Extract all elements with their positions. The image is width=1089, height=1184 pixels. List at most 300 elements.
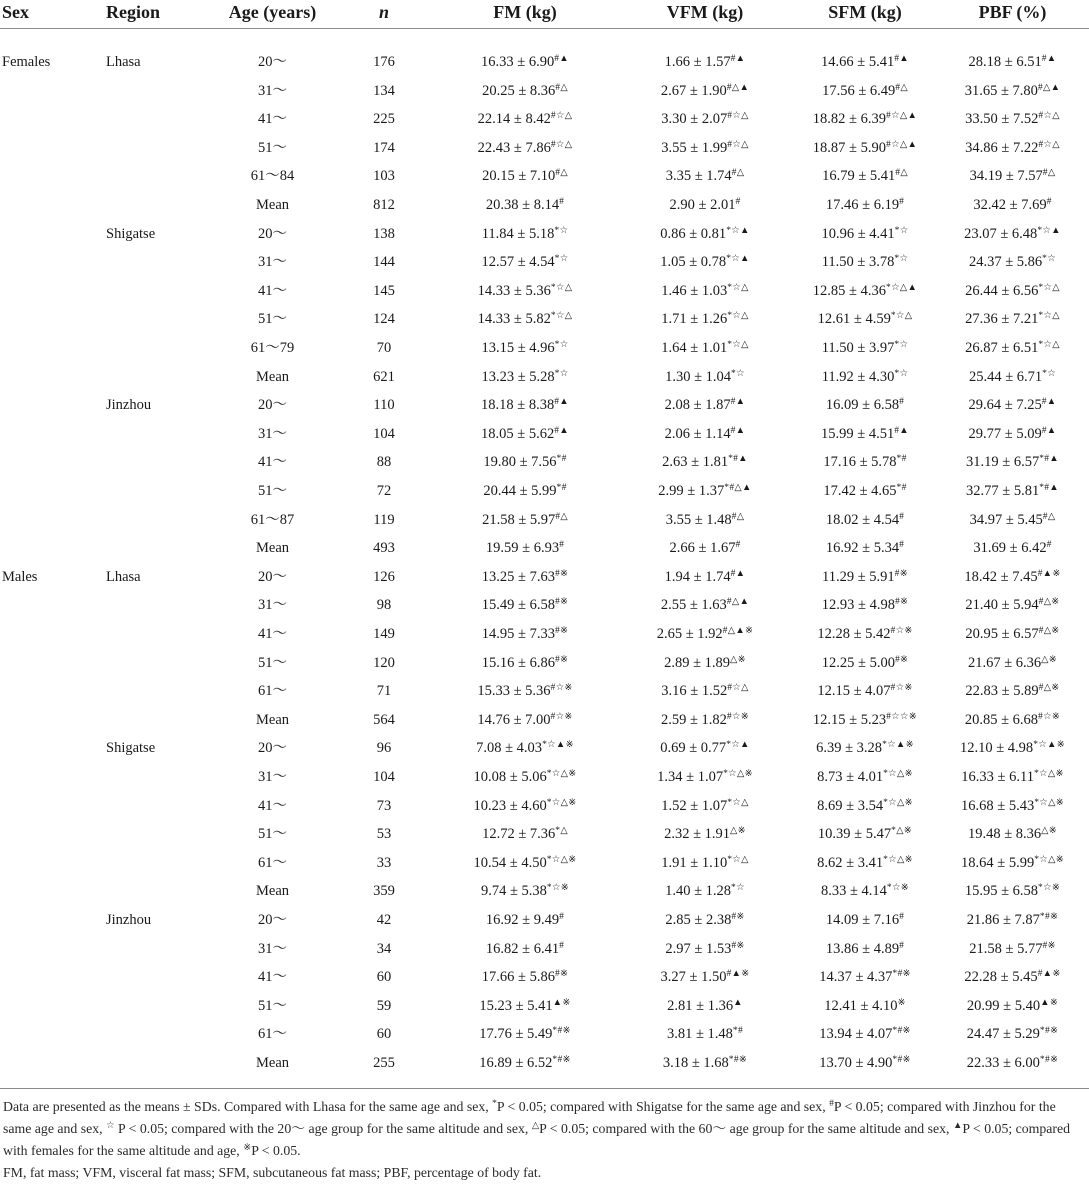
significance-marks: # bbox=[899, 397, 905, 408]
cell-pbf bbox=[940, 906, 1085, 934]
significance-marks: *☆※ bbox=[546, 883, 570, 894]
significance-marks: #▲ bbox=[894, 425, 909, 436]
cell-vfm bbox=[620, 992, 790, 1020]
table-row bbox=[0, 563, 1089, 591]
cell-value: 0.69 ± 0.77 bbox=[660, 740, 727, 757]
significance-marks: *☆▲ bbox=[726, 225, 750, 236]
footnote-text: P < 0.05; compared with the 20～ age group for the same altitude and sex, bbox=[114, 1120, 532, 1136]
cell-vfm bbox=[620, 334, 790, 362]
significance-marks: *#※ bbox=[552, 1026, 571, 1037]
cell-value: 29.64 ± 7.25 bbox=[968, 397, 1042, 414]
table-row bbox=[0, 792, 1089, 820]
cell-pbf bbox=[940, 963, 1085, 991]
cell-value: 13.25 ± 7.63 bbox=[481, 568, 555, 585]
cell-value: 11.29 ± 5.91 bbox=[822, 568, 895, 585]
cell-n bbox=[350, 935, 418, 963]
cell-value: 24.47 ± 5.29 bbox=[966, 1026, 1040, 1043]
cell-fm bbox=[430, 506, 620, 534]
cell-value: 7.08 ± 4.03 bbox=[476, 740, 543, 757]
significance-marks: #※ bbox=[554, 626, 569, 636]
cell-pbf bbox=[940, 734, 1085, 762]
table-row bbox=[0, 391, 1089, 419]
cell-sfm bbox=[780, 734, 950, 762]
cell-pbf bbox=[940, 849, 1085, 877]
cell-n bbox=[350, 677, 418, 705]
footnote-text: P < 0.05; compared with females for the same altitude and age, bbox=[3, 1120, 1071, 1158]
cell-age bbox=[210, 248, 335, 276]
cell-n bbox=[350, 77, 418, 105]
cell-value: 621 bbox=[373, 368, 395, 385]
significance-marks: # bbox=[899, 511, 905, 522]
cell-fm bbox=[430, 105, 620, 133]
cell-value: 11.84 ± 5.18 bbox=[481, 225, 555, 242]
cell-value: 0.86 ± 0.81 bbox=[660, 225, 727, 242]
significance-marks: *# bbox=[732, 1026, 744, 1037]
cell-value: 96 bbox=[376, 740, 392, 757]
cell-age bbox=[210, 820, 335, 848]
cell-pbf bbox=[940, 649, 1085, 677]
cell-value: 12.10 ± 4.98 bbox=[959, 740, 1034, 757]
significance-marks: #☆△ bbox=[727, 139, 749, 150]
footnote-text: P < 0.05; compared with Jinzhou for the same age and sex, bbox=[3, 1098, 1056, 1136]
significance-marks: *☆ bbox=[554, 225, 569, 236]
significance-marks: #☆△▲ bbox=[886, 111, 918, 122]
cell-fm bbox=[430, 477, 620, 505]
cell-value: 1.91 ± 1.10 bbox=[661, 854, 728, 871]
table-row bbox=[0, 620, 1089, 648]
cell-value: 1.94 ± 1.74 bbox=[664, 568, 731, 585]
cell-pbf bbox=[940, 792, 1085, 820]
cell-value: 225 bbox=[373, 111, 395, 128]
significance-marks: ▲※ bbox=[1040, 997, 1059, 1008]
cell-value: 34.19 ± 7.57 bbox=[969, 168, 1043, 185]
header-vfm: VFM (kg) bbox=[666, 2, 744, 22]
cell-value: 41～ bbox=[258, 454, 287, 471]
cell-fm bbox=[430, 992, 620, 1020]
significance-marks: #☆※ bbox=[550, 683, 573, 694]
cell-vfm bbox=[620, 563, 790, 591]
significance-marks: △※ bbox=[730, 826, 746, 837]
cell-fm bbox=[430, 134, 620, 162]
cell-value: 60 bbox=[376, 1026, 392, 1043]
cell-value: 34.86 ± 7.22 bbox=[965, 139, 1039, 156]
table-header-row bbox=[0, 0, 1089, 29]
cell-fm bbox=[430, 277, 620, 305]
cell-age bbox=[210, 305, 335, 333]
significance-marks: *#※ bbox=[1039, 912, 1059, 922]
footnote-symbol: # bbox=[829, 1098, 834, 1109]
cell-vfm bbox=[620, 448, 790, 476]
table-row bbox=[0, 448, 1089, 476]
significance-marks: # bbox=[899, 940, 905, 951]
significance-marks: #▲※ bbox=[726, 969, 750, 980]
significance-marks: *☆△ bbox=[727, 282, 749, 293]
significance-marks: #☆△ bbox=[1038, 111, 1060, 122]
significance-marks: #△※ bbox=[1038, 626, 1060, 636]
cell-value: 23.07 ± 6.48 bbox=[964, 225, 1038, 242]
cell-value: 59 bbox=[376, 997, 392, 1014]
table-footnote bbox=[3, 1096, 1087, 1184]
cell-n bbox=[350, 820, 418, 848]
cell-fm bbox=[430, 420, 620, 448]
significance-marks: *☆△※ bbox=[546, 854, 577, 865]
table-row bbox=[0, 849, 1089, 877]
cell-value: 12.28 ± 5.42 bbox=[817, 626, 891, 642]
significance-marks: #※ bbox=[554, 654, 569, 665]
cell-value: 14.33 ± 5.36 bbox=[477, 282, 551, 299]
cell-age bbox=[210, 706, 335, 734]
significance-marks: *#△▲ bbox=[724, 483, 752, 493]
cell-fm bbox=[430, 963, 620, 991]
cell-value: 61～84 bbox=[250, 168, 295, 185]
cell-value: 20.44 ± 5.99 bbox=[483, 483, 557, 499]
cell-vfm bbox=[620, 134, 790, 162]
cell-n bbox=[350, 506, 418, 534]
cell-pbf bbox=[940, 391, 1085, 419]
cell-value: 2.06 ± 1.14 bbox=[664, 425, 731, 442]
cell-value: 14.37 ± 4.37 bbox=[819, 969, 893, 986]
cell-n bbox=[350, 105, 418, 133]
cell-sfm bbox=[780, 191, 950, 219]
cell-value: 31～ bbox=[258, 940, 287, 957]
cell-n bbox=[350, 963, 418, 991]
significance-marks: △※ bbox=[730, 654, 746, 665]
significance-marks: *☆ bbox=[1042, 254, 1057, 265]
significance-marks: # bbox=[899, 197, 905, 207]
table-row bbox=[0, 649, 1089, 677]
significance-marks: *# bbox=[896, 483, 907, 493]
cell-value: 2.66 ± 1.67 bbox=[669, 540, 736, 557]
significance-marks: *☆△※ bbox=[883, 769, 913, 779]
table-row bbox=[0, 420, 1089, 448]
table-row bbox=[0, 820, 1089, 848]
cell-value: 12.85 ± 4.36 bbox=[812, 282, 887, 299]
cell-age bbox=[210, 477, 335, 505]
cell-sfm bbox=[780, 77, 950, 105]
cell-value: 138 bbox=[373, 225, 395, 242]
cell-vfm bbox=[620, 534, 790, 562]
cell-value: Mean bbox=[255, 883, 289, 900]
cell-vfm bbox=[620, 649, 790, 677]
cell-value: 31.69 ± 6.42 bbox=[973, 540, 1047, 557]
cell-value: 1.46 ± 1.03 bbox=[661, 282, 728, 299]
significance-marks: # bbox=[735, 197, 741, 207]
significance-marks: *#※ bbox=[1039, 1055, 1059, 1065]
significance-marks: *☆※ bbox=[1038, 883, 1061, 894]
cell-value: 26.87 ± 6.51 bbox=[965, 340, 1039, 356]
cell-age bbox=[210, 105, 335, 133]
cell-pbf bbox=[940, 591, 1085, 619]
cell-sfm bbox=[780, 134, 950, 162]
cell-pbf bbox=[940, 1020, 1085, 1048]
cell-value: 8.33 ± 4.14 bbox=[820, 883, 887, 900]
cell-n bbox=[350, 649, 418, 677]
cell-value: 1.34 ± 1.07 bbox=[657, 769, 724, 785]
cell-region bbox=[106, 563, 141, 591]
footnote-text: P < 0.05; compared with Shigatse for the same age and sex, bbox=[496, 1098, 830, 1114]
cell-value: 8.73 ± 4.01 bbox=[817, 769, 884, 785]
header-sex: Sex bbox=[2, 2, 29, 22]
header-fm: FM (kg) bbox=[493, 2, 557, 22]
significance-marks: *☆△※ bbox=[1034, 854, 1064, 865]
significance-marks: #☆※ bbox=[1038, 711, 1061, 722]
cell-value: 17.42 ± 4.65 bbox=[823, 483, 897, 499]
table-row bbox=[0, 277, 1089, 305]
cell-fm bbox=[430, 191, 620, 219]
cell-value: Mean bbox=[255, 540, 289, 557]
cell-value: 22.43 ± 7.86 bbox=[477, 139, 551, 156]
cell-n bbox=[350, 363, 418, 391]
significance-marks: # bbox=[559, 540, 565, 551]
cell-value: 21.67 ± 6.36 bbox=[967, 654, 1042, 671]
significance-marks: #△※ bbox=[1038, 597, 1060, 608]
cell-value: 1.30 ± 1.04 bbox=[665, 368, 732, 385]
cell-n bbox=[350, 248, 418, 276]
cell-value: 176 bbox=[373, 54, 395, 70]
cell-value: 16.33 ± 6.11 bbox=[961, 769, 1034, 785]
cell-value: 2.99 ± 1.37 bbox=[658, 483, 725, 499]
cell-vfm bbox=[620, 363, 790, 391]
cell-value: Lhasa bbox=[106, 54, 141, 70]
cell-value: 19.80 ± 7.56 bbox=[483, 454, 557, 471]
significance-marks: # bbox=[559, 197, 565, 207]
cell-n bbox=[350, 162, 418, 190]
cell-age bbox=[210, 134, 335, 162]
cell-value: 22.14 ± 8.42 bbox=[477, 111, 551, 128]
cell-value: 51～ bbox=[258, 997, 287, 1014]
significance-marks: *☆ bbox=[731, 368, 745, 379]
cell-value: 13.86 ± 4.89 bbox=[825, 940, 900, 957]
significance-marks: *☆△ bbox=[550, 282, 573, 293]
cell-age bbox=[210, 1020, 335, 1048]
cell-value: 22.28 ± 5.45 bbox=[964, 969, 1038, 986]
cell-n bbox=[350, 420, 418, 448]
cell-value: 1.52 ± 1.07 bbox=[661, 797, 728, 814]
significance-marks: #※ bbox=[554, 969, 569, 980]
cell-age bbox=[210, 591, 335, 619]
significance-marks: *☆△※ bbox=[723, 769, 753, 779]
cell-age bbox=[210, 763, 335, 791]
cell-sfm bbox=[780, 992, 950, 1020]
cell-fm bbox=[430, 734, 620, 762]
cell-age bbox=[210, 792, 335, 820]
significance-marks: *☆△ bbox=[550, 311, 573, 322]
cell-value: 11.92 ± 4.30 bbox=[821, 368, 895, 385]
significance-marks: #△ bbox=[1042, 511, 1056, 522]
cell-value: 17.56 ± 6.49 bbox=[822, 82, 896, 99]
significance-marks: *☆▲※ bbox=[542, 740, 574, 751]
cell-value: 2.81 ± 1.36 bbox=[667, 997, 734, 1014]
cell-value: 144 bbox=[373, 254, 395, 271]
significance-marks: *#※ bbox=[892, 1026, 911, 1037]
significance-marks: *☆△ bbox=[1038, 311, 1060, 322]
cell-age bbox=[210, 506, 335, 534]
cell-value: 15.49 ± 6.58 bbox=[481, 597, 555, 614]
cell-value: 2.55 ± 1.63 bbox=[660, 597, 727, 614]
cell-value: 41～ bbox=[258, 969, 287, 986]
significance-marks: #☆☆※ bbox=[886, 711, 918, 722]
cell-pbf bbox=[940, 277, 1085, 305]
cell-fm bbox=[430, 563, 620, 591]
cell-value: Mean bbox=[255, 711, 289, 728]
significance-marks: *☆ bbox=[731, 883, 745, 894]
cell-value: 2.67 ± 1.90 bbox=[660, 82, 727, 99]
cell-age bbox=[210, 877, 335, 905]
cell-value: 29.77 ± 5.09 bbox=[968, 425, 1042, 442]
cell-value: 41～ bbox=[258, 282, 287, 299]
cell-value: 3.55 ± 1.99 bbox=[661, 139, 728, 156]
cell-vfm bbox=[620, 620, 790, 648]
cell-n bbox=[350, 220, 418, 248]
table-row bbox=[0, 305, 1089, 333]
cell-value: 27.36 ± 7.21 bbox=[965, 311, 1039, 328]
footnote-symbol: ▲ bbox=[952, 1120, 963, 1131]
significance-marks: *☆△ bbox=[727, 854, 749, 865]
significance-marks: #▲ bbox=[554, 425, 569, 436]
cell-vfm bbox=[620, 477, 790, 505]
cell-value: 126 bbox=[373, 568, 395, 585]
cell-n bbox=[350, 563, 418, 591]
cell-value: 14.66 ± 5.41 bbox=[821, 54, 895, 70]
cell-sfm bbox=[780, 963, 950, 991]
significance-marks: #☆△ bbox=[550, 139, 573, 150]
cell-value: 73 bbox=[376, 797, 392, 814]
cell-vfm bbox=[620, 677, 790, 705]
cell-fm bbox=[430, 1049, 620, 1077]
cell-value: 14.09 ± 7.16 bbox=[825, 912, 900, 928]
cell-sfm bbox=[780, 763, 950, 791]
cell-value: 60 bbox=[376, 969, 392, 986]
table-row bbox=[0, 906, 1089, 934]
cell-value: 15.23 ± 5.41 bbox=[479, 997, 553, 1014]
cell-value: 812 bbox=[373, 197, 395, 213]
cell-value: 2.08 ± 1.87 bbox=[664, 397, 731, 414]
cell-pbf bbox=[940, 162, 1085, 190]
significance-marks: *#▲ bbox=[728, 454, 748, 465]
cell-vfm bbox=[620, 935, 790, 963]
header-region: Region bbox=[106, 2, 160, 22]
table-row bbox=[0, 534, 1089, 562]
cell-fm bbox=[430, 649, 620, 677]
table-row bbox=[0, 1049, 1089, 1077]
cell-vfm bbox=[620, 706, 790, 734]
cell-value: 1.05 ± 0.78 bbox=[660, 254, 727, 271]
cell-value: 3.16 ± 1.52 bbox=[661, 683, 728, 700]
cell-region bbox=[106, 220, 155, 248]
cell-value: 61～ bbox=[258, 1026, 287, 1043]
cell-fm bbox=[430, 334, 620, 362]
cell-age bbox=[210, 334, 335, 362]
cell-value: 18.87 ± 5.90 bbox=[812, 139, 887, 156]
cell-vfm bbox=[620, 162, 790, 190]
cell-value: 34 bbox=[376, 940, 392, 957]
cell-age bbox=[210, 677, 335, 705]
significance-marks: #▲ bbox=[730, 54, 746, 64]
table-row bbox=[0, 992, 1089, 1020]
cell-pbf bbox=[940, 506, 1085, 534]
cell-sfm bbox=[780, 1049, 950, 1077]
cell-value: 20.95 ± 6.57 bbox=[965, 626, 1039, 642]
significance-marks: #△ bbox=[1042, 168, 1056, 179]
cell-age bbox=[210, 992, 335, 1020]
cell-fm bbox=[430, 305, 620, 333]
significance-marks: *#▲ bbox=[1039, 483, 1060, 493]
significance-marks: #※ bbox=[554, 568, 569, 579]
cell-age bbox=[210, 1049, 335, 1077]
significance-marks: #△ bbox=[555, 168, 568, 179]
table-row bbox=[0, 1020, 1089, 1048]
table-row bbox=[0, 334, 1089, 362]
cell-value: 31～ bbox=[258, 254, 287, 271]
significance-marks: *☆ bbox=[894, 225, 909, 236]
cell-age bbox=[210, 448, 335, 476]
cell-value: Mean bbox=[255, 368, 289, 385]
cell-value: 25.44 ± 6.71 bbox=[968, 368, 1043, 385]
significance-marks: *#※ bbox=[1039, 1026, 1059, 1037]
cell-n bbox=[350, 992, 418, 1020]
cell-value: 32.77 ± 5.81 bbox=[965, 483, 1040, 499]
cell-sfm bbox=[780, 534, 950, 562]
cell-value: 20.99 ± 5.40 bbox=[966, 997, 1041, 1014]
cell-value: 33.50 ± 7.52 bbox=[965, 111, 1039, 128]
significance-marks: *☆△※ bbox=[546, 797, 577, 808]
cell-value: 21.86 ± 7.87 bbox=[966, 912, 1040, 928]
significance-marks: #△ bbox=[555, 511, 568, 522]
cell-sfm bbox=[780, 906, 950, 934]
cell-value: 8.62 ± 3.41 bbox=[817, 854, 884, 871]
significance-marks: ▲ bbox=[733, 997, 743, 1008]
cell-sfm bbox=[780, 305, 950, 333]
cell-value: 18.02 ± 4.54 bbox=[825, 511, 900, 528]
cell-fm bbox=[430, 534, 620, 562]
significance-marks: *☆△※ bbox=[546, 769, 577, 779]
cell-value: 2.97 ± 1.53 bbox=[665, 940, 732, 957]
table-row bbox=[0, 734, 1089, 762]
table-row bbox=[0, 506, 1089, 534]
significance-marks: *☆ bbox=[554, 340, 569, 350]
significance-marks: *#※ bbox=[728, 1055, 748, 1065]
cell-value: Shigatse bbox=[106, 740, 156, 757]
significance-marks: #☆※ bbox=[890, 626, 913, 636]
cell-n bbox=[350, 534, 418, 562]
cell-value: 1.66 ± 1.57 bbox=[664, 54, 731, 70]
table-row bbox=[0, 248, 1089, 276]
cell-sfm bbox=[780, 792, 950, 820]
footnote-symbol: * bbox=[492, 1098, 497, 1109]
cell-value: 31.19 ± 6.57 bbox=[965, 454, 1040, 471]
cell-value: 3.55 ± 1.48 bbox=[665, 511, 732, 528]
cell-value: 31～ bbox=[258, 597, 287, 614]
significance-marks: *☆※ bbox=[886, 883, 910, 894]
cell-value: 255 bbox=[373, 1055, 395, 1071]
cell-age bbox=[210, 420, 335, 448]
cell-value: 51～ bbox=[258, 654, 287, 671]
significance-marks: *☆ bbox=[894, 368, 909, 379]
table-row bbox=[0, 591, 1089, 619]
cell-pbf bbox=[940, 477, 1085, 505]
cell-value: 71 bbox=[376, 683, 392, 700]
cell-vfm bbox=[620, 248, 790, 276]
footnote-legend bbox=[3, 1096, 1087, 1162]
cell-value: 15.95 ± 6.58 bbox=[964, 883, 1039, 900]
cell-vfm bbox=[620, 506, 790, 534]
cell-value: 18.18 ± 8.38 bbox=[481, 397, 555, 414]
significance-marks: #▲ bbox=[730, 425, 746, 436]
cell-value: 31～ bbox=[258, 425, 287, 442]
cell-age bbox=[210, 935, 335, 963]
table-row bbox=[0, 191, 1089, 219]
cell-value: 19.48 ± 8.36 bbox=[967, 826, 1042, 843]
